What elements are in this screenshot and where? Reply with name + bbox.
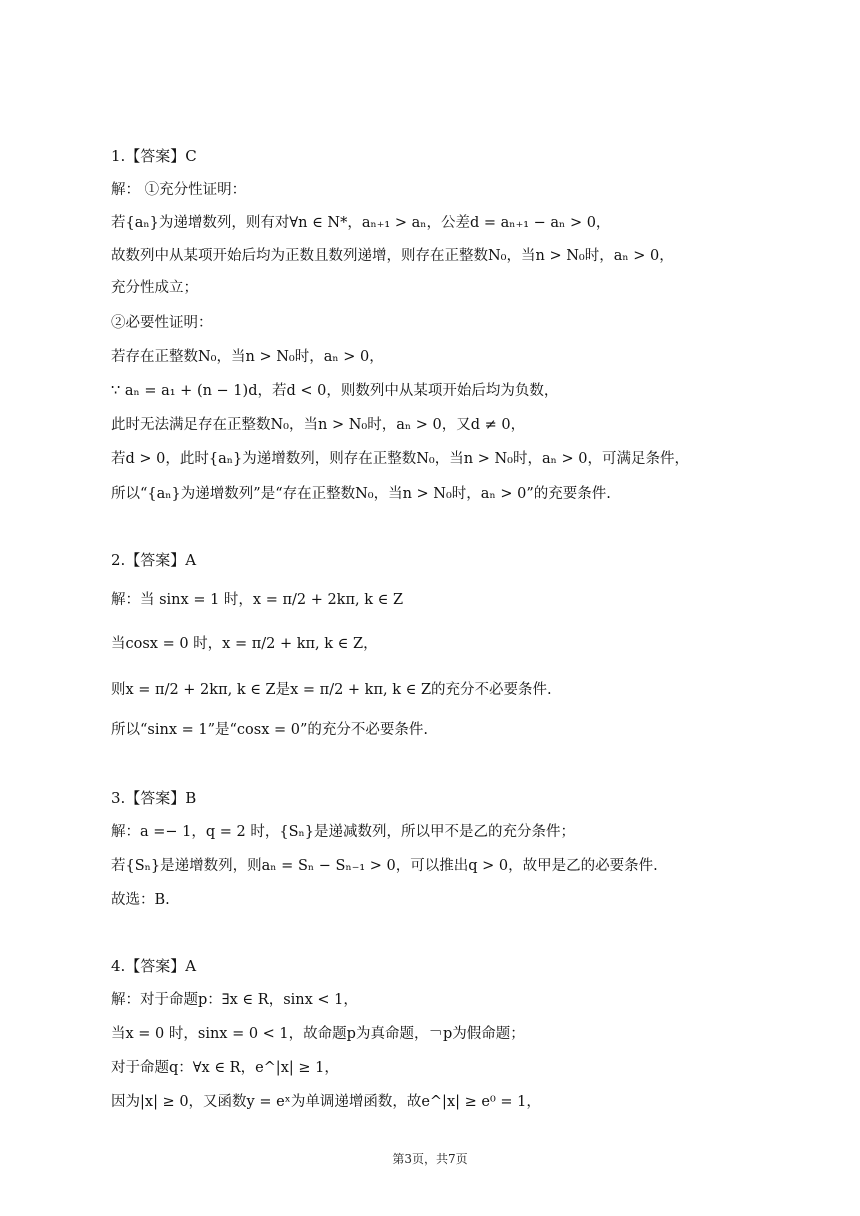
problem-3-line-2: 若{Sₙ}是递增数列，则aₙ = Sₙ − Sₙ₋₁ > 0，可以推出q > 0，故甲是乙的必要条件.: [111, 858, 658, 874]
problem-3-line-1: 解：a =− 1，q = 2 时，{Sₙ}是递减数列，所以甲不是乙的充分条件；: [111, 824, 576, 840]
problem-3-line-3: 故选：B.: [111, 892, 170, 908]
problem-4-line-4: 因为|x| ≥ 0，又函数y = eˣ为单调递增函数，故e^|x| ≥ e⁰ = 1，: [111, 1094, 541, 1110]
problem-2-line-4: 所以“sinx = 1”是“cosx = 0”的充分不必要条件.: [111, 722, 429, 738]
problem-1-line-9: 若d > 0，此时{aₙ}为递增数列，则存在正整数N₀，当n > N₀时，aₙ > 0，可满足条件，: [111, 451, 689, 467]
problem-1-line-7: ∵ aₙ = a₁ + (n − 1)d，若d < 0，则数列中从某项开始后均为负数，: [111, 383, 559, 399]
problem-2-line-3: 则x = π/2 + 2kπ, k ∈ Z是x = π/2 + kπ, k ∈ Z的充分不必要条件.: [111, 682, 552, 698]
problem-4-line-2: 当x = 0 时，sinx = 0 < 1，故命题p为真命题，￢p为假命题；: [111, 1026, 525, 1042]
page-footer: 第3页，共7页: [392, 1152, 468, 1166]
problem-4-line-3: 对于命题q：∀x ∈ R，e^|x| ≥ 1，: [111, 1060, 339, 1076]
problem-1-line-1: 解： ①充分性证明：: [111, 182, 247, 198]
problem-2-line-1: 解：当 sinx = 1 时，x = π/2 + 2kπ, k ∈ Z: [111, 592, 404, 608]
problem-1-line-5: ②必要性证明：: [111, 315, 213, 331]
problem-1-line-8: 此时无法满足存在正整数N₀，当n > N₀时，aₙ > 0，又d ≠ 0，: [111, 417, 526, 433]
problem-1-line-2: 若{aₙ}为递增数列，则有对∀n ∈ N*，aₙ₊₁ > aₙ，公差d = aₙ₊₁ − aₙ > 0，: [111, 215, 611, 231]
problem-4-line-1: 解：对于命题p：∃x ∈ R，sinx < 1，: [111, 992, 358, 1008]
problem-1-line-6: 若存在正整数N₀，当n > N₀时，aₙ > 0，: [111, 349, 384, 365]
problem-1-line-10: 所以“{aₙ}为递增数列”是“存在正整数N₀，当n > N₀时，aₙ > 0”的充要条件.: [111, 486, 611, 502]
problem-4-heading: 4.【答案】A: [111, 957, 197, 975]
problem-1-heading: 1.【答案】C: [111, 147, 197, 165]
problem-3-heading: 3.【答案】B: [111, 789, 197, 807]
problem-2-line-2: 当cosx = 0 时，x = π/2 + kπ, k ∈ Z，: [111, 636, 378, 652]
problem-2-heading: 2.【答案】A: [111, 551, 197, 569]
problem-1-line-4: 充分性成立；: [111, 280, 198, 296]
problem-1-line-3: 故数列中从某项开始后均为正数且数列递增，则存在正整数N₀，当n > N₀时，aₙ > 0，: [111, 248, 674, 264]
